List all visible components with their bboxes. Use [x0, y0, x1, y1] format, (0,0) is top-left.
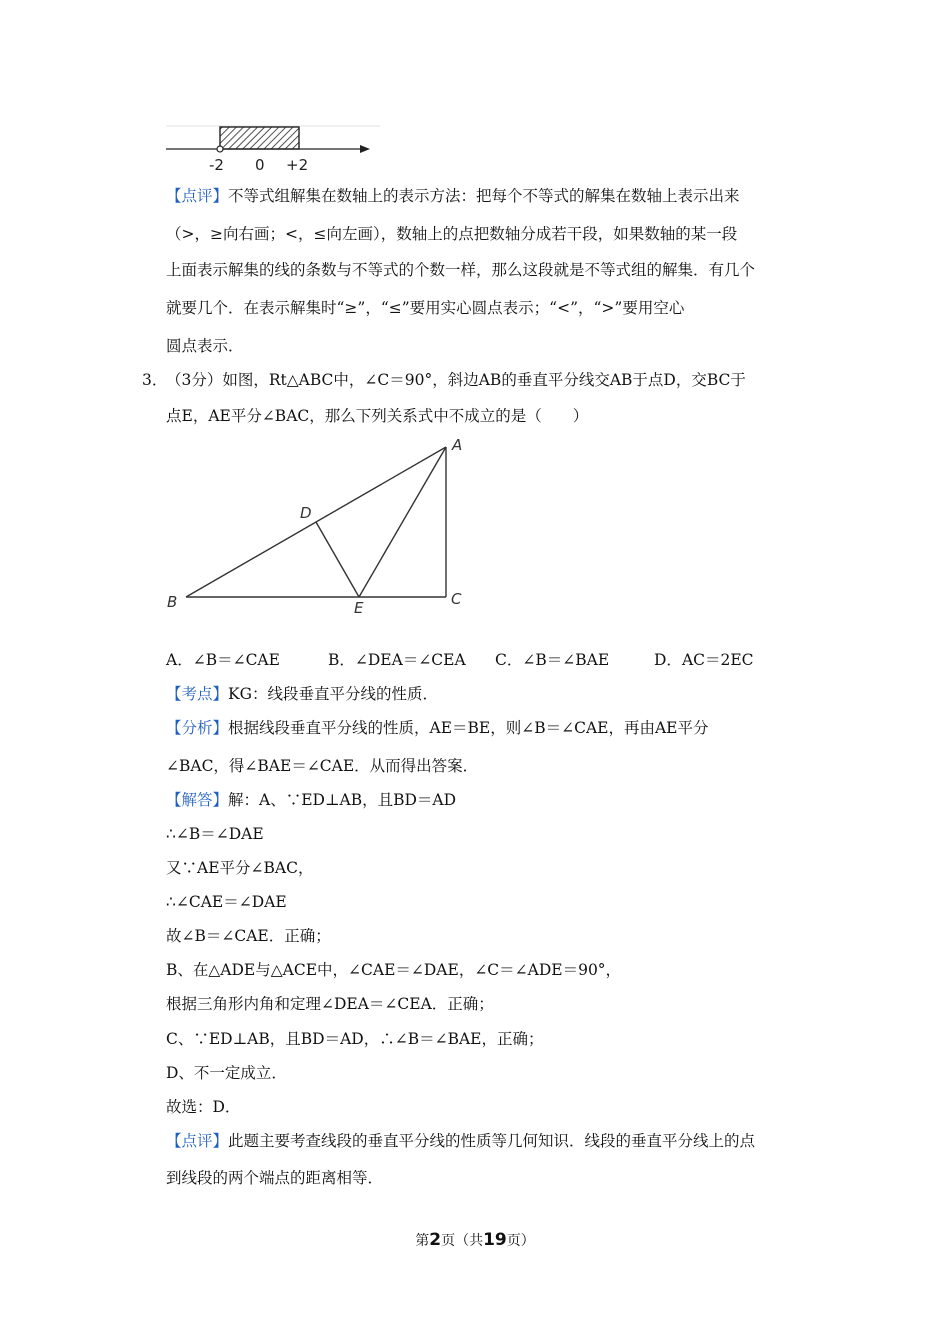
number-line-figure [160, 118, 390, 178]
jieda-line8: C、∵ED⊥AB，且BD＝AD，∴∠B＝∠BAE，正确； [166, 1030, 544, 1048]
label-A: A [452, 436, 463, 454]
option-d[interactable]: D．AC＝2EC [654, 651, 754, 669]
option-a[interactable]: A．∠B＝∠CAE [166, 651, 280, 669]
tick-label-minus2: -2 [209, 156, 224, 174]
comment1-line4: 就要几个．在表示解集时“≥”，“≤”要用实心圆点表示；“<”，“>”要用空心 [166, 299, 685, 317]
comment1-line5: 圆点表示． [166, 337, 244, 355]
jieda-line6: B、在△ADE与△ACE中，∠CAE＝∠DAE，∠C＝∠ADE＝90°， [166, 961, 622, 979]
kaodian-tag: 【考点】 [166, 685, 229, 703]
tick-label-plus2: +2 [286, 156, 309, 174]
page-number: 2 [429, 1230, 442, 1250]
option-c[interactable]: C．∠B＝∠BAE [495, 651, 610, 669]
comment-tag: 【点评】 [166, 187, 229, 205]
jieda-line1: 【解答】解：A、∵ED⊥AB，且BD＝AD [166, 791, 457, 809]
question-number: 3． [142, 371, 168, 389]
jieda-line10: 故选：D． [166, 1098, 241, 1116]
fenxi-line1: 【分析】根据线段垂直平分线的性质，AE＝BE，则∠B＝∠CAE，再由AE平分 [166, 719, 709, 737]
hollow-point-left [217, 146, 223, 152]
jieda-line3: 又∵AE平分∠BAC， [166, 859, 314, 877]
page-footer: 第2页（共19页） [415, 1230, 535, 1250]
jieda-line5: 故∠B＝∠CAE．正确； [166, 927, 331, 945]
solution-interval-box [220, 127, 299, 149]
fenxi-line2: ∠BAC，得∠BAE＝∠CAE．从而得出答案． [166, 757, 479, 775]
question-stem-line1: （3分）如图，Rt△ABC中，∠C＝90°，斜边AB的垂直平分线交AB于点D，交BC于 [166, 371, 746, 389]
label-D: D [300, 504, 312, 522]
comment1-line2: （>，≥向右画；<，≤向左画），数轴上的点把数轴分成若干段，如果数轴的某一段 [166, 225, 738, 243]
tick-label-0: 0 [255, 156, 265, 174]
kaodian-line: 【考点】KG：线段垂直平分线的性质． [166, 685, 438, 703]
comment2-tag: 【点评】 [166, 1132, 229, 1150]
comment1-line1: 【点评】不等式组解集在数轴上的表示方法：把每个不等式的解集在数轴上表示出来 [166, 187, 740, 205]
comment2-line2: 到线段的两个端点的距离相等． [166, 1169, 384, 1187]
jieda-line2: ∴∠B＝∠DAE [166, 825, 264, 843]
option-b[interactable]: B．∠DEA＝∠CEA [328, 651, 466, 669]
label-C: C [451, 590, 462, 608]
jieda-tag: 【解答】 [166, 791, 229, 809]
total-pages: 19 [483, 1230, 507, 1250]
comment2-line1: 【点评】此题主要考查线段的垂直平分线的性质等几何知识．线段的垂直平分线上的点 [166, 1132, 756, 1150]
segment-DE [316, 522, 359, 597]
segment-AE [359, 447, 446, 597]
jieda-line9: D、不一定成立． [166, 1064, 287, 1082]
triangle-figure [160, 430, 480, 620]
question-stem-line2: 点E，AE平分∠BAC，那么下列关系式中不成立的是（ ） [166, 407, 589, 425]
comment1-line3: 上面表示解集的线的条数与不等式的个数一样，那么这段就是不等式组的解集．有几个 [166, 261, 756, 279]
fenxi-tag: 【分析】 [166, 719, 229, 737]
axis-arrow [360, 145, 370, 153]
jieda-line4: ∴∠CAE＝∠DAE [166, 893, 287, 911]
label-B: B [167, 593, 178, 611]
jieda-line7: 根据三角形内角和定理∠DEA＝∠CEA．正确； [166, 995, 494, 1013]
label-E: E [354, 599, 364, 617]
